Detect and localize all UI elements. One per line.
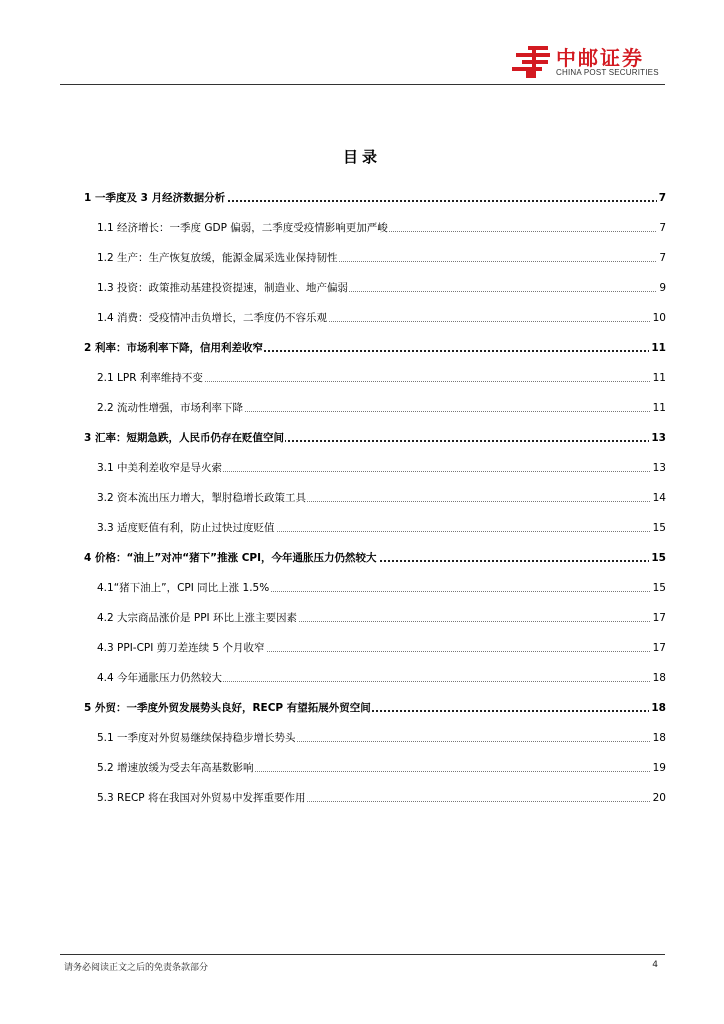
toc-entry-label: 2.2 流动性增强，市场利率下降 bbox=[97, 402, 244, 414]
toc-entry-label: 4.3 PPI-CPI 剪刀差连续 5 个月收窄 bbox=[97, 642, 265, 654]
company-logo bbox=[512, 42, 692, 82]
toc-subsection-entry[interactable] bbox=[97, 487, 666, 509]
toc-entry-page: 13 bbox=[649, 427, 666, 449]
toc-entry-page: 18 bbox=[651, 727, 666, 749]
toc-entry-label: 4.2 大宗商品涨价是 PPI 环比上涨主要因素 bbox=[97, 612, 297, 624]
toc-entry-page: 19 bbox=[651, 757, 666, 779]
toc-entry-label: 1.4 消费：受疫情冲击负增长，二季度仍不容乐观 bbox=[97, 312, 328, 324]
toc-subsection-entry[interactable] bbox=[97, 247, 666, 269]
toc-subsection-entry[interactable] bbox=[97, 577, 666, 599]
toc-entry-label: 1.3 投资：政策推动基建投资提速，制造业、地产偏弱 bbox=[97, 282, 349, 294]
toc-section-entry[interactable] bbox=[84, 697, 666, 719]
toc-entry-page: 7 bbox=[657, 217, 666, 239]
toc-entry-label: 3.3 适度贬值有利，防止过快过度贬值 bbox=[97, 522, 275, 534]
toc-subsection-entry[interactable] bbox=[97, 217, 666, 239]
toc-entry-label: 5.3 RECP 将在我国对外贸易中发挥重要作用 bbox=[97, 792, 306, 804]
toc-entry-page: 7 bbox=[657, 187, 666, 209]
toc-entry-page: 18 bbox=[651, 667, 666, 689]
toc-entry-label: 5.2 增速放缓为受去年高基数影响 bbox=[97, 762, 254, 774]
toc-entry-label: 3.2 资本流出压力增大，掣肘稳增长政策工具 bbox=[97, 492, 307, 504]
toc-subsection-entry[interactable] bbox=[97, 517, 666, 539]
toc-entry-page: 17 bbox=[651, 637, 666, 659]
logo-english-text: CHINA POST SECURITIES bbox=[556, 68, 659, 77]
toc-entry-page: 15 bbox=[651, 517, 666, 539]
toc-entry-label: 4 价格：“油上”对冲“猪下”推涨 CPI，今年通胀压力仍然较大 bbox=[84, 552, 377, 564]
toc-entry-page: 17 bbox=[651, 607, 666, 629]
toc-entry-page: 7 bbox=[657, 247, 666, 269]
toc-entry-label: 3 汇率：短期急跌，人民币仍存在贬值空间 bbox=[84, 432, 284, 444]
toc-subsection-entry[interactable] bbox=[97, 307, 666, 329]
toc-entry-page: 10 bbox=[651, 307, 666, 329]
toc-subsection-entry[interactable] bbox=[97, 787, 666, 809]
toc-entry-page: 11 bbox=[649, 337, 666, 359]
toc-entry-label: 1 一季度及 3 月经济数据分析 bbox=[84, 192, 226, 204]
toc-subsection-entry[interactable] bbox=[97, 607, 666, 629]
toc-subsection-entry[interactable] bbox=[97, 727, 666, 749]
toc-entry-page: 15 bbox=[649, 547, 666, 569]
toc-entry-page: 11 bbox=[651, 397, 666, 419]
china-post-logo-icon bbox=[512, 46, 552, 78]
toc-entry-label: 2.1 LPR 利率维持不变 bbox=[97, 372, 203, 384]
toc-subsection-entry[interactable] bbox=[97, 667, 666, 689]
toc-entry-label: 3.1 中美利差收窄是导火索 bbox=[97, 462, 223, 474]
toc-entry-page: 15 bbox=[651, 577, 666, 599]
toc-section-entry[interactable] bbox=[84, 187, 666, 209]
toc-entry-page: 18 bbox=[649, 697, 666, 719]
toc-subsection-entry[interactable] bbox=[97, 397, 666, 419]
toc-entry-page: 20 bbox=[651, 787, 666, 809]
table-of-contents bbox=[84, 187, 666, 817]
toc-entry-label: 5 外贸：一季度外贸发展势头良好，RECP 有望拓展外贸空间 bbox=[84, 702, 371, 714]
toc-entry-label: 1.1 经济增长：一季度 GDP 偏弱，二季度受疫情影响更加严峻 bbox=[97, 222, 388, 234]
toc-entry-page: 9 bbox=[657, 277, 666, 299]
toc-subsection-entry[interactable] bbox=[97, 457, 666, 479]
toc-entry-label: 1.2 生产：生产恢复放缓，能源金属采选业保持韧性 bbox=[97, 252, 338, 264]
toc-section-entry[interactable] bbox=[84, 337, 666, 359]
toc-entry-page: 14 bbox=[651, 487, 666, 509]
header-divider bbox=[60, 84, 665, 85]
page-title: 目录 bbox=[342, 148, 381, 166]
toc-subsection-entry[interactable] bbox=[97, 637, 666, 659]
footer-divider bbox=[60, 954, 665, 955]
toc-entry-page: 11 bbox=[651, 367, 666, 389]
toc-subsection-entry[interactable] bbox=[97, 757, 666, 779]
footer-disclaimer: 请务必阅读正文之后的免责条款部分 bbox=[64, 963, 209, 973]
toc-section-entry[interactable] bbox=[84, 427, 666, 449]
page-number: 4 bbox=[652, 960, 658, 970]
logo-chinese-text: 中邮证券 bbox=[556, 46, 644, 70]
toc-entry-label: 4.4 今年通胀压力仍然较大 bbox=[97, 672, 223, 684]
toc-entry-label: 4.1“猪下油上”，CPI 同比上涨 1.5% bbox=[97, 582, 270, 594]
toc-subsection-entry[interactable] bbox=[97, 367, 666, 389]
toc-entry-label: 2 利率：市场利率下降，信用利差收窄 bbox=[84, 342, 263, 354]
toc-subsection-entry[interactable] bbox=[97, 277, 666, 299]
toc-entry-page: 13 bbox=[651, 457, 666, 479]
toc-section-entry[interactable] bbox=[84, 547, 666, 569]
toc-entry-label: 5.1 一季度对外贸易继续保持稳步增长势头 bbox=[97, 732, 296, 744]
